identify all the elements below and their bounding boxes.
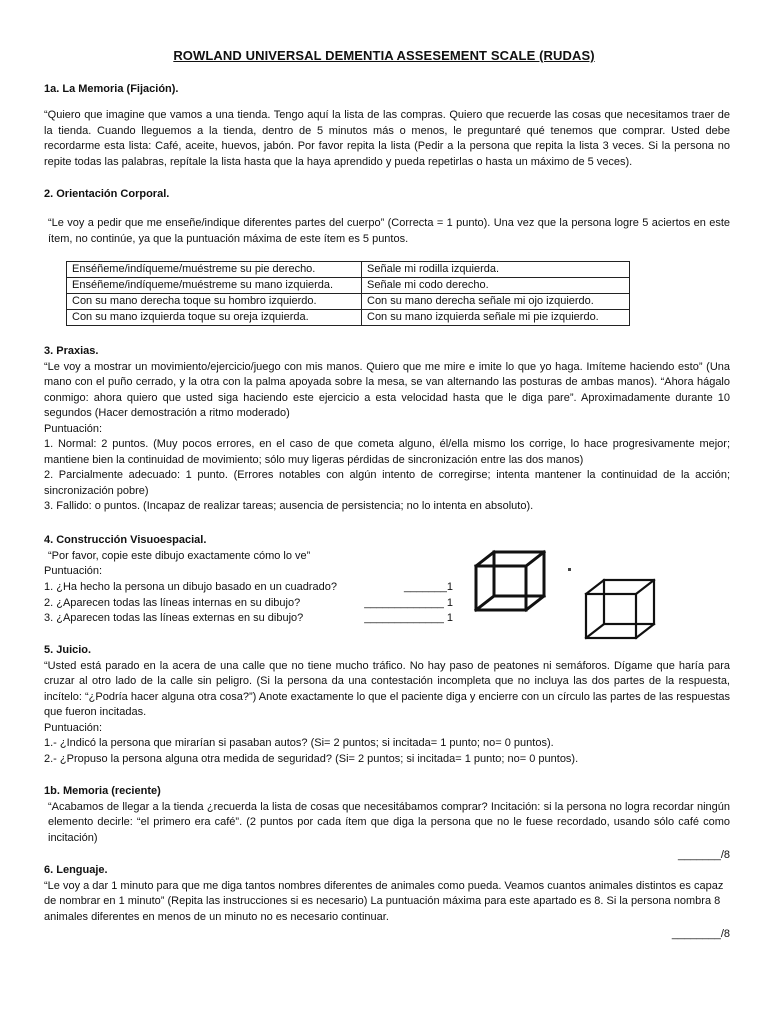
section-3-heading: 3. Praxias. (44, 345, 99, 357)
section-4-scoring-label: Puntuación: (44, 565, 103, 577)
section-5-item: 1.- ¿Indicó la persona que mirarían si pasaban autos? (Si= 2 puntos; si incitada= 1 punto; no= 0 puntos). (44, 737, 554, 749)
section-3-scoring-label: Puntuación: (44, 422, 103, 435)
section-3-item: 1. Normal: 2 puntos. (Muy pocos errores, en el caso de que cometa alguno, él/ella mismo los corrige, lo hace progresivamente mejor; mantiene bien la continuidad de movimiento; sólo muy ligeras pérdidas de sincronización entre las dos manos) (44, 438, 730, 466)
section-1b-text: “Acabamos de llegar a la tienda ¿recuerda la lista de cosas que necesitábamos comprar? Incitación: si la persona no logra recordar ningún elemento decirle: “el primero era café”. (2 puntos por cada ítem que diga la persona que no le fuese recordado, usando sólo café como incitación) (48, 800, 730, 844)
table-row (67, 294, 630, 310)
body-orientation-table (66, 261, 630, 326)
section-4-blank: _____________ 1 (364, 612, 453, 624)
section-4-question: 1. ¿Ha hecho la persona un dibujo basado en un cuadrado? (44, 581, 337, 593)
section-1b (44, 784, 730, 846)
section-2 (44, 187, 730, 203)
section-5-heading: 5. Juicio. (44, 644, 92, 656)
section-4-question: 3. ¿Aparecen todas las líneas externas en su dibujo? (44, 612, 304, 624)
section-6 (44, 863, 730, 925)
document-title: ROWLAND UNIVERSAL DEMENTIA ASSESEMENT SCALE (RUDAS) (173, 48, 595, 63)
section-4-text: “Por favor, copie este dibujo exactamente cómo lo ve” (48, 549, 311, 562)
section-1a-body (44, 108, 730, 170)
table-row (67, 262, 630, 278)
section-4-blank: _______1 (404, 581, 453, 593)
cube-drawing-2 (580, 576, 664, 642)
section-5-scoring-label: Puntuación: (44, 721, 103, 734)
section-3 (44, 344, 730, 515)
section-5-item: 2.- ¿Propuso la persona alguna otra medida de seguridad? (Si= 2 puntos; si incitada= 1 punto; no= 0 puntos). (44, 752, 579, 765)
section-2-body (44, 216, 730, 247)
section-4 (44, 533, 464, 580)
section-3-text: “Le voy a mostrar un movimiento/ejercicio/juego con mis manos. Quiero que me mire e imite lo que yo haga. Imíteme haciendo esto” (Una mano con el puño cerrado, y la otra con la palma apoyada sobre la mesa, se van alternando las posturas de ambas manos). “Ahora hágalo conmigo: ahora quiero que usted siga haciendo este ejercicio a esta velocidad hasta que le diga pare”. Aproximadamente durante 10 segundos (Hacer demostración a ritmo moderado) (44, 360, 730, 419)
section-2-heading: 2. Orientación Corporal. (44, 188, 170, 200)
table-cell: Con su mano izquierda toque su oreja izquierda. (67, 310, 362, 326)
section-3-item: 3. Fallido: o puntos. (Incapaz de realizar tareas; ausencia de persistencia; no lo intenta en absoluto). (44, 500, 534, 512)
section-4-blank: _____________ 1 (364, 597, 453, 609)
table-row (67, 278, 630, 294)
section-5-text: “Usted está parado en la acera de una calle que no tiene mucho tráfico. No hay paso de peatones ni semáforos. Dígame que haría para cruzar al otro lado de la calle sin peligro. (Si la persona da una contestación incompleta que no incluya las dos partes de la respuesta, incítelo: “¿Podría hacer alguna otra cosa?”) Anote exactamente lo que el paciente diga y encierre con un círculo las partes de las respuestas que fueron incitadas. (44, 659, 730, 718)
cube-drawing-1 (470, 548, 554, 614)
section-1b-score: _______/8 (678, 849, 730, 861)
table-cell: Enséñeme/indíqueme/muéstreme su pie derecho. (67, 262, 362, 278)
table-cell: Con su mano izquierda señale mi pie izquierdo. (362, 310, 630, 326)
section-4-question: 2. ¿Aparecen todas las líneas internas en su dibujo? (44, 597, 301, 609)
section-6-text: “Le voy a dar 1 minuto para que me diga tantos nombres diferentes de animales como pueda. Veamos cuantos animales distintos es capaz de nombrar en 1 minuto” (Repita las instrucciones si es necesario) La puntuación máxima para este apartado es 8. Si la persona nombra 8 animales diferentes en menos de un minuto no es necesario continuar. (44, 879, 724, 923)
section-1a-heading: 1a. La Memoria (Fijación). (44, 83, 179, 95)
table-cell: Señale mi codo derecho. (362, 278, 630, 294)
section-2-text: “Le voy a pedir que me enseñe/indique diferentes partes del cuerpo” (Correcta = 1 punto). Una vez que la persona logre 5 aciertos en este ítem, no continúe, ya que la puntuación máxima de este ítem es 5 puntos. (48, 217, 730, 245)
stray-mark (568, 568, 571, 571)
section-4-heading: 4. Construcción Visuoespacial. (44, 534, 207, 546)
table-cell: Señale mi rodilla izquierda. (362, 262, 630, 278)
section-3-item: 2. Parcialmente adecuado: 1 punto. (Errores notables con algún intento de corregirse; intenta mantener la continuidad de la acción; sincronización pobre) (44, 469, 730, 497)
table-cell: Con su mano derecha toque su hombro izquierdo. (67, 294, 362, 310)
table-row (67, 310, 630, 326)
section-1b-heading: 1b. Memoria (reciente) (44, 785, 161, 797)
section-1a-text: “Quiero que imagine que vamos a una tienda. Tengo aquí la lista de las compras. Quiero que recuerde las cosas que necesitamos traer de la tienda. Cuando lleguemos a la tienda, dentro de 5 minutos más o menos, le preguntaré qué tenemos que comprar. Usted debe recordarme esta lista: Café, aceite, huevos, jabón. Por favor repita la lista (Pedir a la persona que repita la lista 3 veces. Si la persona no repite todas las palabras, repítale la lista hasta que la haya aprendido y pueda repetirlas o hasta un máximo de 5 veces). (44, 109, 730, 168)
table-cell: Con su mano derecha señale mi ojo izquierdo. (362, 294, 630, 310)
section-6-heading: 6. Lenguaje. (44, 864, 108, 876)
table-cell: Enséñeme/indíqueme/muéstreme su mano izquierda. (67, 278, 362, 294)
section-6-score: ________/8 (671, 928, 730, 940)
section-1a (44, 82, 730, 98)
section-5 (44, 643, 730, 767)
